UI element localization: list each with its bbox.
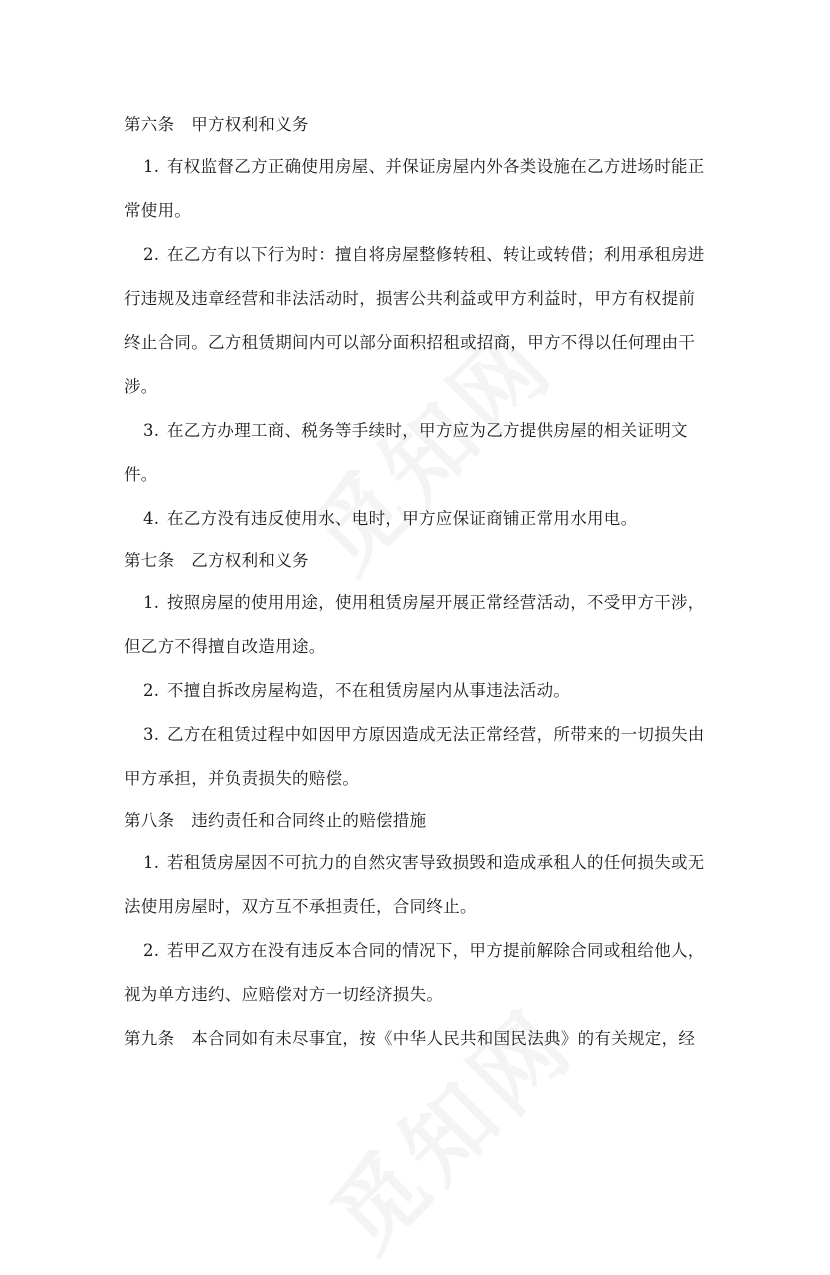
article6-item1-line2 [0, 199, 830, 243]
item-text: 乙方在租赁过程中如因甲方原因造成无法正常经营，所带来的一切损失由 [167, 725, 705, 744]
item-text: 甲方承担，并负责损失的赔偿。 [124, 769, 360, 788]
article6-item4-first [143, 507, 637, 531]
item-number: 3. [143, 421, 160, 440]
item-text: 终止合同。乙方租赁期间内可以部分面积招租或招商，甲方不得以任何理由干 [124, 333, 696, 352]
article7-heading-line [0, 549, 830, 593]
article8-heading-line [0, 809, 830, 853]
article7-item2-first [143, 679, 570, 703]
item-text: 按照房屋的使用用途，使用租赁房屋开展正常经营活动，不受甲方干涉， [167, 593, 705, 612]
item-text: 常使用。 [124, 201, 192, 220]
item-text: 行违规及违章经营和非法活动时，损害公共利益或甲方利益时，甲方有权提前 [124, 289, 696, 308]
item-number: 2. [143, 941, 160, 960]
item-number: 1. [143, 157, 160, 176]
article8-item2-line1 [0, 939, 830, 983]
item-text: 法使用房屋时，双方互不承担责任，合同终止。 [124, 897, 477, 916]
item-text: 不擅自拆改房屋构造，不在租赁房屋内从事违法活动。 [167, 681, 571, 700]
item-number: 4. [143, 509, 160, 528]
article6-item2-line2 [0, 287, 830, 331]
article6-item4-line1 [0, 507, 830, 551]
article6-item3-first [143, 419, 688, 443]
article6-heading-line [0, 113, 830, 157]
item-number: 2. [143, 681, 160, 700]
item-text: 在乙方办理工商、税务等手续时，甲方应为乙方提供房屋的相关证明文 [167, 421, 688, 440]
article6-heading: 第六条 甲方权利和义务 [124, 115, 309, 134]
article7-item3-first [143, 723, 705, 747]
article6-item2-first [143, 243, 705, 267]
article6-item3-line1 [0, 419, 830, 463]
item-text: 在乙方有以下行为时：擅自将房屋整修转租、转让或转借；利用承租房进 [167, 245, 705, 264]
item-text: 若甲乙双方在没有违反本合同的情况下，甲方提前解除合同或租给他人， [167, 941, 705, 960]
item-number: 2. [143, 245, 160, 264]
article7-item3-line1 [0, 723, 830, 767]
item-text: 但乙方不得擅自改造用途。 [124, 637, 326, 656]
item-number: 1. [143, 593, 160, 612]
article6-item1-line1 [0, 155, 830, 199]
item-text: 件。 [124, 465, 158, 484]
article6-item2-line4 [0, 375, 830, 419]
article8-item1-line1 [0, 851, 830, 895]
item-text: 在乙方没有违反使用水、电时，甲方应保证商铺正常用水用电。 [167, 509, 638, 528]
article8-item1-line2 [0, 895, 830, 939]
article6-item2-line1 [0, 243, 830, 287]
item-text: 有权监督乙方正确使用房屋、并保证房屋内外各类设施在乙方进场时能正 [167, 157, 705, 176]
article6-item2-line3 [0, 331, 830, 375]
item-number: 3. [143, 725, 160, 744]
article7-item1-first [143, 591, 705, 615]
item-text: 涉。 [124, 377, 158, 396]
article6-item1-first [143, 155, 705, 179]
article7-item1-line2 [0, 635, 830, 679]
article8-item1-first [143, 851, 705, 875]
article7-item2-line1 [0, 679, 830, 723]
item-text: 视为单方违约、应赔偿对方一切经济损失。 [124, 985, 444, 1004]
article7-item1-line1 [0, 591, 830, 635]
article8-heading: 第八条 违约责任和合同终止的赔偿措施 [124, 811, 427, 830]
article8-item2-first [143, 939, 705, 963]
article7-heading: 第七条 乙方权利和义务 [124, 551, 309, 570]
article9-text: 第九条 本合同如有未尽事宜，按《中华人民共和国民法典》的有关规定，经 [124, 1029, 696, 1048]
article9-line [0, 1027, 830, 1071]
article6-item3-line2 [0, 463, 830, 507]
article8-item2-line2 [0, 983, 830, 1027]
item-text: 若租赁房屋因不可抗力的自然灾害导致损毁和造成承租人的任何损失或无 [167, 853, 705, 872]
article7-item3-line2 [0, 767, 830, 811]
item-number: 1. [143, 853, 160, 872]
